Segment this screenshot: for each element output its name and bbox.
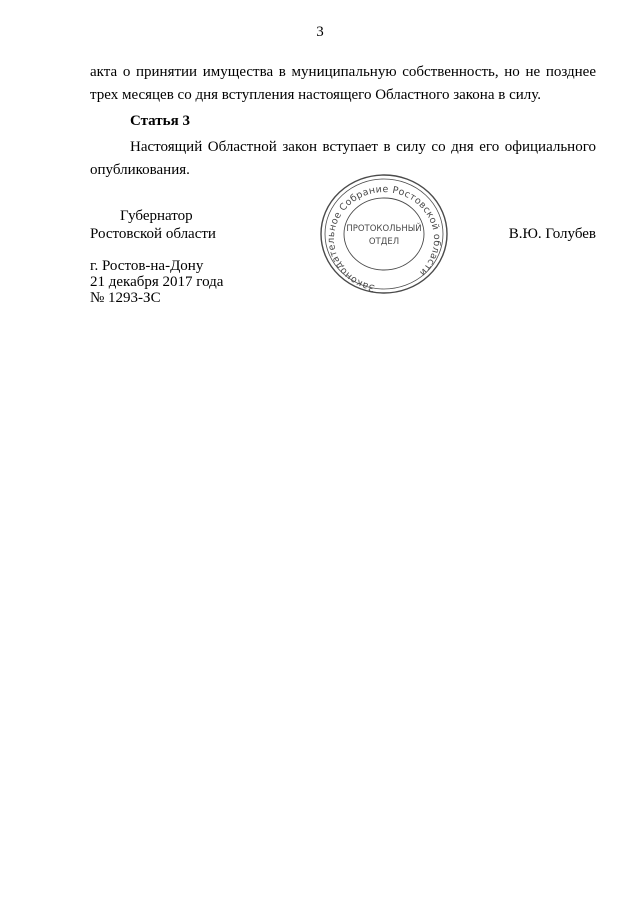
page-number: 3	[316, 24, 324, 40]
document-info	[90, 258, 223, 306]
paragraph-line: акта о принятии имущества в муниципальную собственность, но не позднее	[90, 64, 596, 80]
stamp-inner-line: ПРОТОКОЛЬНЫЙ	[346, 224, 422, 234]
paragraph-line: трех месяцев со дня вступления настоящего Областного закона в силу.	[90, 87, 541, 103]
paragraph-continuation	[90, 61, 596, 107]
signatory-title-line: Губернатор	[120, 208, 193, 224]
signatory-title	[90, 207, 216, 243]
stamp-outer-text: Законодательное Собрание Ростовской области	[325, 184, 443, 294]
signatory-name: В.Ю. Голубев	[508, 226, 596, 242]
signatory-title-line: Ростовской области	[90, 226, 216, 242]
document-number: № 1293-ЗС	[90, 290, 161, 306]
document-date: 21 декабря 2017 года	[90, 274, 224, 290]
document-place: г. Ростов-на-Дону	[90, 258, 204, 274]
official-stamp	[318, 172, 450, 296]
article-heading: Статья 3	[130, 113, 190, 129]
paragraph-line: Настоящий Областной закон вступает в силу со дня его официального	[130, 139, 596, 155]
paragraph-line: опубликования.	[90, 162, 190, 178]
stamp-inner-line: ОТДЕЛ	[368, 237, 400, 247]
